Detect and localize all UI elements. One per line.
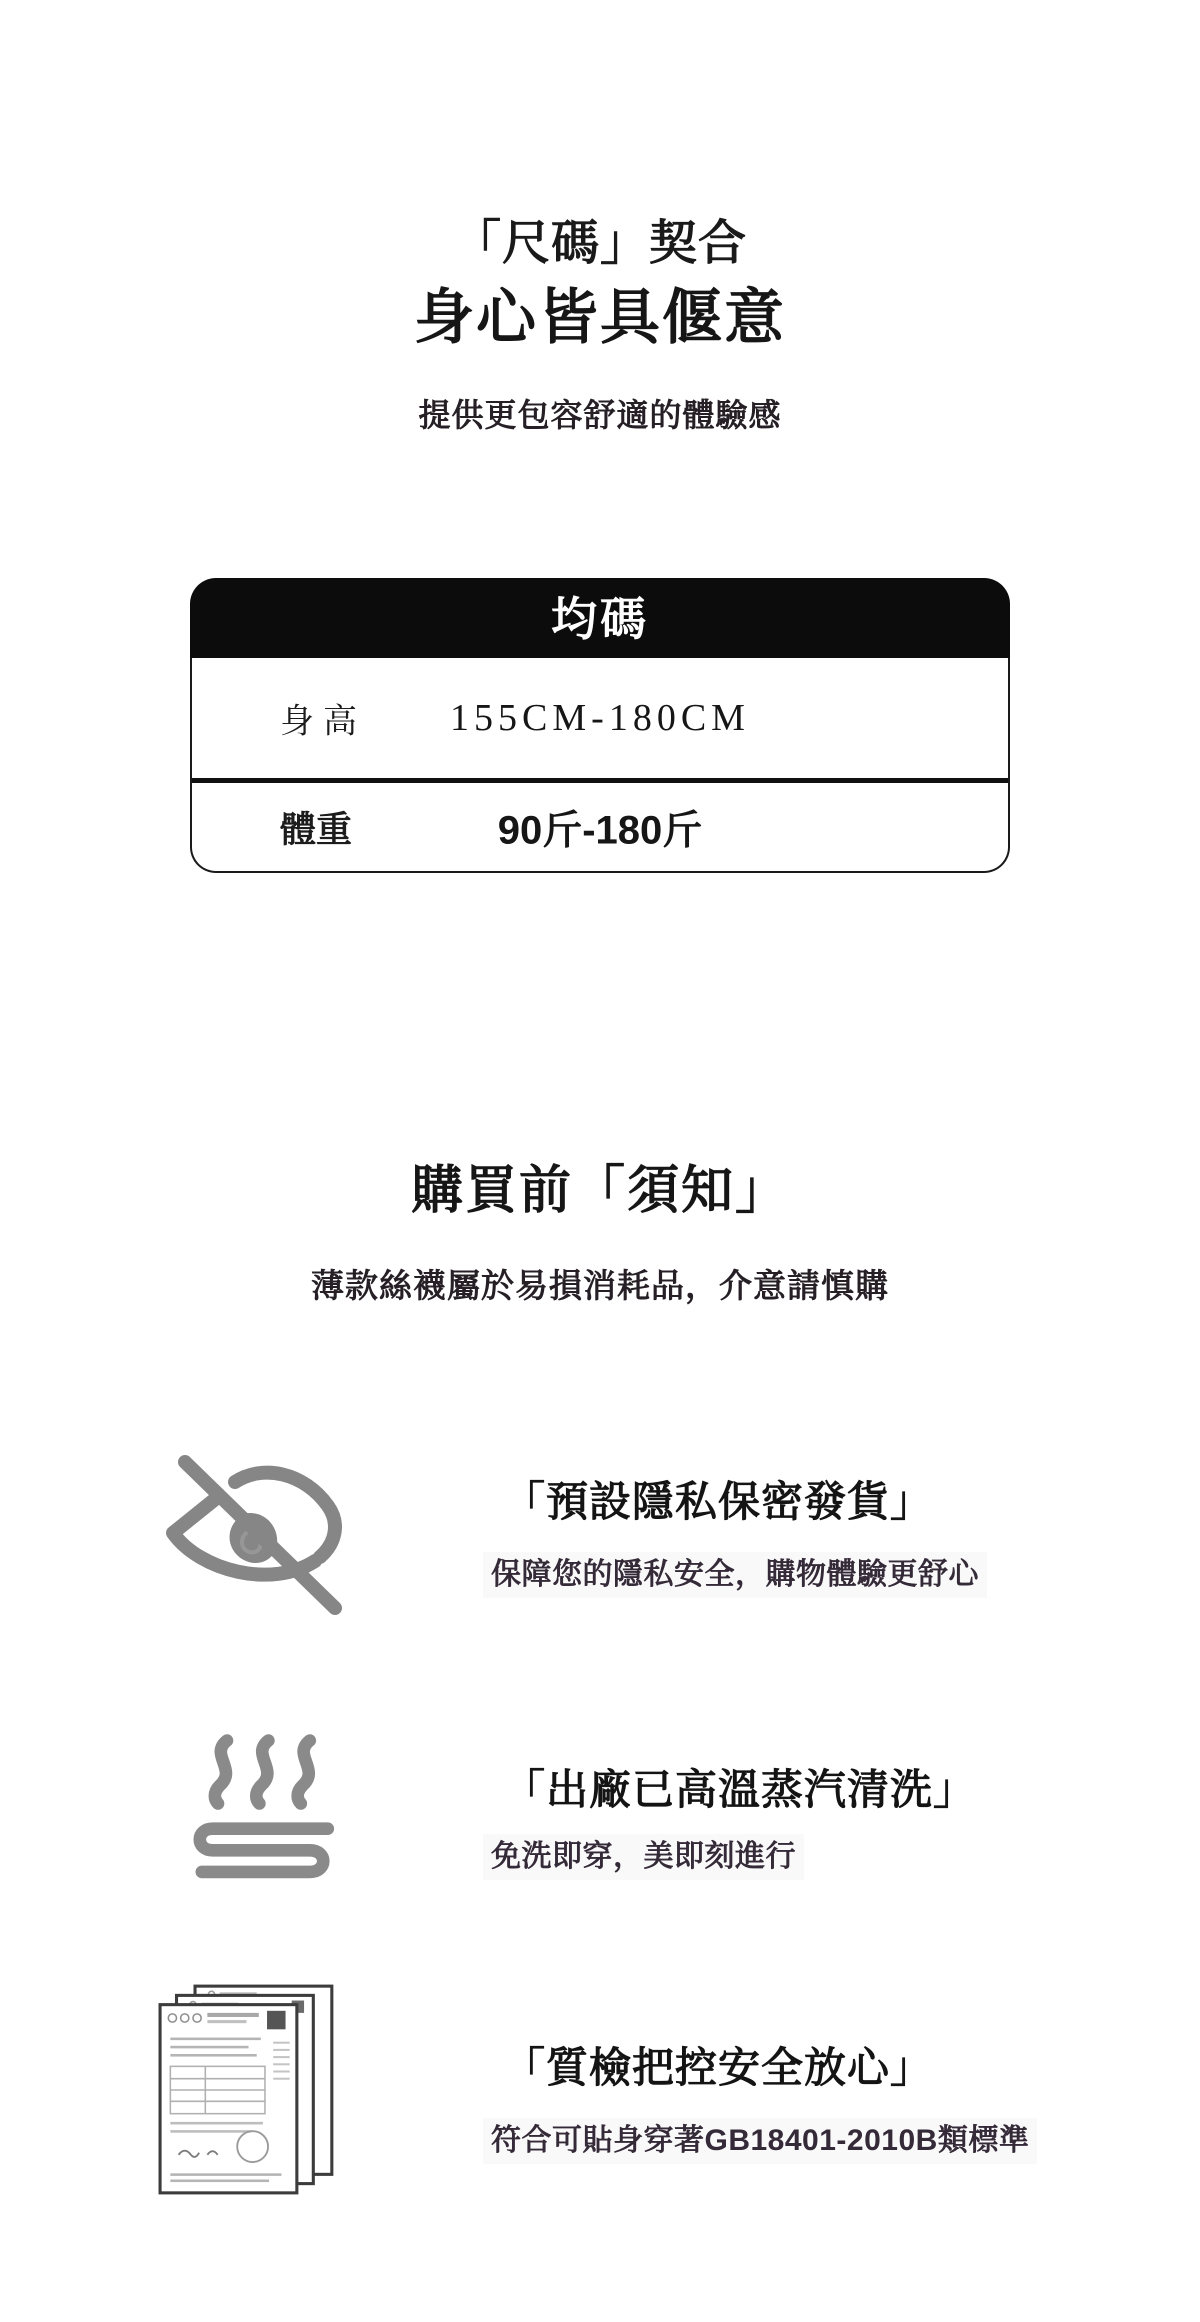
steam-clean-desc: 免洗即穿，美即刻進行 <box>483 1834 804 1880</box>
notice-section-subtitle: 薄款絲襪屬於易損消耗品，介意請慎購 <box>311 1267 889 1304</box>
size-section-title-line1: 「尺碼」契合 <box>452 217 747 270</box>
privacy-shipping-desc: 保障您的隱私安全，購物體驗更舒心 <box>483 1552 987 1598</box>
steam-clean-icon <box>173 1722 353 1894</box>
eye-slash-icon <box>150 1440 360 1630</box>
size-table <box>190 578 1010 873</box>
size-table-header: 均碼 <box>190 578 1010 658</box>
height-value: 155CM-180CM <box>450 697 750 739</box>
notice-section-title: 購買前「須知」 <box>410 1162 789 1220</box>
table-row-weight <box>192 783 1008 871</box>
quality-check-title: 「質檢把控安全放心」 <box>503 2044 934 2091</box>
size-section-subtitle: 提供更包容舒適的體驗感 <box>418 397 782 433</box>
size-table-body <box>190 658 1010 873</box>
table-row-height <box>192 658 1008 778</box>
quality-certificates-icon <box>158 1984 338 2195</box>
privacy-shipping-title: 「預設隱私保密發貨」 <box>503 1478 934 1525</box>
height-label: 身高 <box>280 703 366 741</box>
size-section-title-line2: 身心皆具偃意 <box>414 284 786 351</box>
weight-value: 90斤-180斤 <box>497 808 703 853</box>
weight-label: 體重 <box>280 808 353 850</box>
quality-check-desc: 符合可貼身穿著GB18401-2010B類標準 <box>483 2118 1037 2164</box>
steam-clean-title: 「出廠已高溫蒸汽清洗」 <box>503 1766 977 1813</box>
